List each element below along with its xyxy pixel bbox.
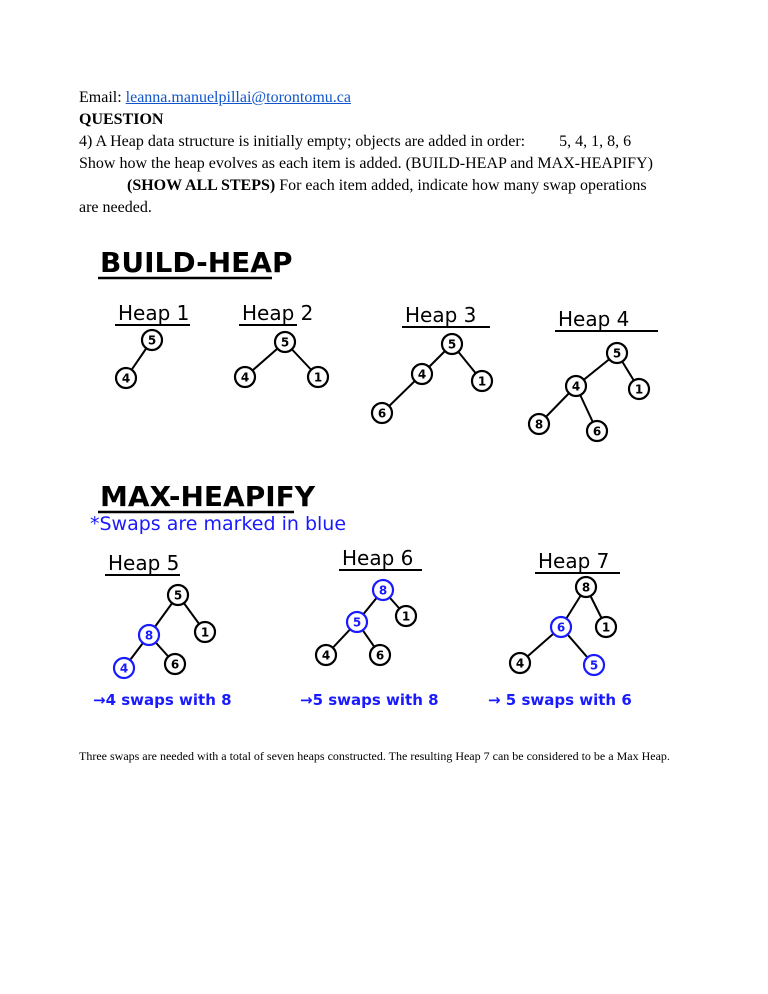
node-value: 4 [417,367,427,382]
node-value: 1 [477,374,487,389]
question-text: 4) A Heap data structure is initially empty; objects are added in order: [79,133,526,150]
heap-4 [529,307,658,441]
node-value: 4 [571,379,581,394]
email-label: Email: [79,89,122,106]
email-line [79,88,351,108]
heap-label: Heap 1 [118,301,190,325]
node-value: 5 [147,333,157,348]
heap-6 [300,546,439,709]
heap-label: Heap 2 [242,301,314,325]
question-line-2: Show how the heap evolves as each item is added. (BUILD-HEAP and MAX-HEAPIFY) [79,155,653,172]
node-value: 4 [321,648,331,663]
node-value: 8 [144,628,154,643]
heap-label: Heap 3 [405,303,477,327]
node-value: 1 [200,625,210,640]
node-value: 1 [313,370,323,385]
heap-2 [235,301,328,387]
swap-caption: →4 swaps with 8 [93,691,232,709]
node-value: 4 [515,656,525,671]
node-value: 5 [612,346,622,361]
heap-7 [488,549,632,709]
node-value: 6 [170,657,180,672]
node-value: 8 [581,580,591,595]
question-line-3 [127,176,647,196]
heap-label: Heap 7 [538,549,610,573]
node-value: 6 [375,648,385,663]
conclusion-text: Three swaps are needed with a total of seven heaps constructed. The resulting Heap 7 can be considered to be a Max Heap. [79,749,670,763]
node-value: 8 [534,417,544,432]
email-link[interactable]: leanna.manuelpillai@torontomu.ca [125,89,351,106]
heap-1 [115,301,190,388]
node-value: 5 [173,588,183,603]
node-value: 4 [240,370,250,385]
heap-label: Heap 6 [342,546,414,570]
node-value: 5 [280,335,290,350]
heap-diagram [0,230,768,730]
node-value: 8 [378,583,388,598]
node-value: 6 [377,406,387,421]
node-value: 5 [447,337,457,352]
node-value: 4 [121,371,131,386]
node-value: 6 [592,424,602,439]
section-heading: QUESTION [79,111,164,128]
swap-caption: → 5 swaps with 6 [488,691,632,709]
node-value: 4 [119,661,129,676]
node-value: 1 [401,609,411,624]
swap-caption: →5 swaps with 8 [300,691,439,709]
swaps-note: *Swaps are marked in blue [90,513,347,535]
heap-5 [93,551,232,709]
max-heapify-title: MAX-HEAPIFY [100,480,316,513]
heap-label: Heap 4 [558,307,630,331]
sequence: 5, 4, 1, 8, 6 [559,133,632,150]
question-line-1 [79,132,631,152]
node-value: 6 [556,620,566,635]
question-text: For each item added, indicate how many swap operations [279,177,647,194]
emphasis: (SHOW ALL STEPS) [127,177,276,194]
heap-3 [372,303,492,423]
node-value: 1 [601,620,611,635]
build-heap-title: BUILD-HEAP [100,246,293,279]
question-line-4: are needed. [79,199,152,216]
node-value: 5 [589,658,599,673]
node-value: 1 [634,382,644,397]
heap-label: Heap 5 [108,551,180,575]
node-value: 5 [352,615,362,630]
